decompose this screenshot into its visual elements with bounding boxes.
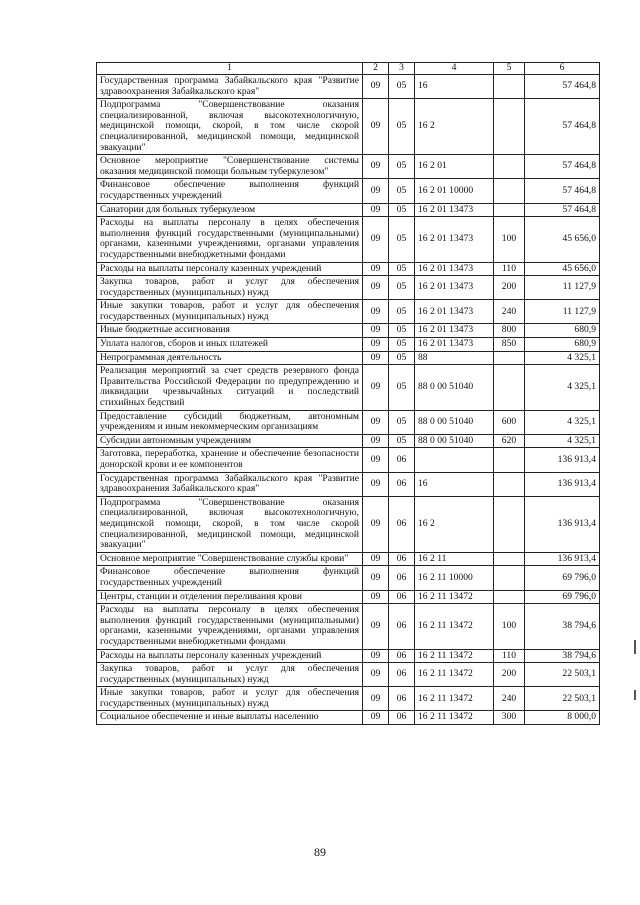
row-pr: 05: [389, 434, 415, 448]
row-pr: 05: [389, 262, 415, 276]
row-name: Основное мероприятие "Совершенствование службы крови": [97, 552, 363, 566]
row-name: Уплата налогов, сборов и иных платежей: [97, 338, 363, 352]
row-vr: 200: [494, 663, 525, 687]
row-pr: 05: [389, 99, 415, 155]
row-vr: [494, 566, 525, 590]
row-vr: 240: [494, 300, 525, 324]
row-name: Основное мероприятие "Совершенствование системы оказания медицинской помощи больным туберкулезом": [97, 155, 363, 179]
table-row: [97, 75, 600, 99]
row-vr: [494, 75, 525, 99]
row-vr: [494, 99, 525, 155]
row-csr: 88: [415, 351, 494, 365]
row-rz: 09: [363, 663, 389, 687]
table-row: [97, 324, 600, 338]
header-col-4: 4: [415, 63, 494, 75]
row-rz: 09: [363, 552, 389, 566]
row-pr: 06: [389, 448, 415, 472]
row-rz: 09: [363, 496, 389, 552]
row-pr: 05: [389, 179, 415, 203]
row-csr: 16 2 01 13473: [415, 262, 494, 276]
row-name: Реализация мероприятий за счет средств резервного фонда Правительства Российской Федерации по предупреждению и ликвидации чрезвычайных ситуаций и последствий стихийных бедствий: [97, 365, 363, 410]
row-rz: 09: [363, 217, 389, 262]
row-name: Расходы на выплаты персоналу казенных учреждений: [97, 649, 363, 663]
table-row: [97, 365, 600, 410]
row-name: Иные закупки товаров, работ и услуг для обеспечения государственных (муниципальных) нужд: [97, 687, 363, 711]
table-row: [97, 410, 600, 434]
row-vr: 240: [494, 687, 525, 711]
row-rz: 09: [363, 604, 389, 649]
row-csr: 16 2: [415, 496, 494, 552]
row-name: Субсидии автономным учреждениям: [97, 434, 363, 448]
row-name: Финансовое обеспечение выполнения функций государственных учреждений: [97, 566, 363, 590]
row-rz: 09: [363, 566, 389, 590]
header-col-1: 1: [97, 63, 363, 75]
row-csr: 16: [415, 75, 494, 99]
row-vr: [494, 448, 525, 472]
row-sum: 57 464,8: [525, 99, 600, 155]
row-csr: 16 2 11: [415, 552, 494, 566]
table-row: [97, 590, 600, 604]
row-vr: [494, 203, 525, 217]
row-sum: 38 794,6: [525, 649, 600, 663]
row-csr: 16 2 11 13472: [415, 711, 494, 725]
table-row: [97, 552, 600, 566]
row-csr: 16 2 01 13473: [415, 203, 494, 217]
row-vr: [494, 472, 525, 496]
table-row: [97, 711, 600, 725]
row-csr: 16 2 01 13473: [415, 300, 494, 324]
row-vr: [494, 365, 525, 410]
table-header: [97, 63, 600, 75]
row-csr: 88 0 00 51040: [415, 434, 494, 448]
table-row: [97, 663, 600, 687]
scan-speck: [634, 690, 636, 700]
table-row: [97, 262, 600, 276]
row-csr: 16 2: [415, 99, 494, 155]
row-pr: 05: [389, 75, 415, 99]
row-vr: 100: [494, 217, 525, 262]
row-csr: 16 2 01: [415, 155, 494, 179]
row-sum: 136 913,4: [525, 448, 600, 472]
row-csr: 16: [415, 472, 494, 496]
row-name: Государственная программа Забайкальского края "Развитие здравоохранения Забайкальского края": [97, 75, 363, 99]
row-vr: 620: [494, 434, 525, 448]
row-sum: 57 464,8: [525, 155, 600, 179]
row-rz: 09: [363, 434, 389, 448]
row-sum: 8 000,0: [525, 711, 600, 725]
row-name: Государственная программа Забайкальского края "Развитие здравоохранения Забайкальского края": [97, 472, 363, 496]
table-row: [97, 217, 600, 262]
row-name: Непрограммная деятельность: [97, 351, 363, 365]
table-row: [97, 604, 600, 649]
row-sum: 11 127,9: [525, 300, 600, 324]
row-sum: 680,9: [525, 324, 600, 338]
table-row: [97, 687, 600, 711]
row-rz: 09: [363, 75, 389, 99]
row-vr: [494, 552, 525, 566]
row-vr: [494, 155, 525, 179]
row-csr: 16 2 11 13472: [415, 687, 494, 711]
row-vr: 300: [494, 711, 525, 725]
row-vr: 600: [494, 410, 525, 434]
row-pr: 06: [389, 687, 415, 711]
row-vr: 800: [494, 324, 525, 338]
row-csr: 16 2 01 13473: [415, 217, 494, 262]
row-csr: 16 2 01 10000: [415, 179, 494, 203]
row-name: Заготовка, переработка, хранение и обеспечение безопасности донорской крови и ее компонентов: [97, 448, 363, 472]
row-name: Подпрограмма "Совершенствование оказания специализированной, включая высокотехнологичную, медицинской помощи, скорой, в том числе скорой специализированной, медицинской помощи, медицинской эвакуации": [97, 99, 363, 155]
header-col-3: 3: [389, 63, 415, 75]
row-name: Иные бюджетные ассигнования: [97, 324, 363, 338]
row-vr: [494, 496, 525, 552]
budget-table: [96, 62, 600, 725]
row-sum: 69 796,0: [525, 566, 600, 590]
row-pr: 06: [389, 590, 415, 604]
row-rz: 09: [363, 472, 389, 496]
row-csr: 16 2 11 13472: [415, 590, 494, 604]
row-sum: 45 656,0: [525, 262, 600, 276]
row-name: Закупка товаров, работ и услуг для обеспечения государственных (муниципальных) нужд: [97, 663, 363, 687]
row-csr: 88 0 00 51040: [415, 365, 494, 410]
row-vr: 100: [494, 604, 525, 649]
row-pr: 06: [389, 604, 415, 649]
row-pr: 06: [389, 552, 415, 566]
row-rz: 09: [363, 324, 389, 338]
row-sum: 69 796,0: [525, 590, 600, 604]
row-sum: 4 325,1: [525, 434, 600, 448]
row-name: Иные закупки товаров, работ и услуг для обеспечения государственных (муниципальных) нужд: [97, 300, 363, 324]
table-row: [97, 351, 600, 365]
row-rz: 09: [363, 300, 389, 324]
row-sum: 57 464,8: [525, 203, 600, 217]
row-name: Центры, станции и отделения переливания крови: [97, 590, 363, 604]
row-vr: [494, 179, 525, 203]
row-sum: 38 794,6: [525, 604, 600, 649]
row-rz: 09: [363, 155, 389, 179]
row-sum: 22 503,1: [525, 663, 600, 687]
row-rz: 09: [363, 448, 389, 472]
row-csr: 16 2 11 13472: [415, 649, 494, 663]
row-pr: 05: [389, 155, 415, 179]
row-sum: 57 464,8: [525, 75, 600, 99]
row-pr: 06: [389, 663, 415, 687]
row-rz: 09: [363, 410, 389, 434]
table-row: [97, 434, 600, 448]
row-pr: 06: [389, 496, 415, 552]
row-rz: 09: [363, 351, 389, 365]
row-name: Предоставление субсидий бюджетным, автономным учреждениям и иным некоммерческим организациям: [97, 410, 363, 434]
table-row: [97, 496, 600, 552]
row-sum: 22 503,1: [525, 687, 600, 711]
row-sum: 680,9: [525, 338, 600, 352]
row-rz: 09: [363, 711, 389, 725]
table-row: [97, 300, 600, 324]
table-row: [97, 566, 600, 590]
row-rz: 09: [363, 179, 389, 203]
row-pr: 05: [389, 203, 415, 217]
row-csr: 16 2 01 13473: [415, 324, 494, 338]
row-sum: 4 325,1: [525, 365, 600, 410]
scan-speck: [634, 640, 636, 654]
row-rz: 09: [363, 338, 389, 352]
header-col-6: 6: [525, 63, 600, 75]
row-name: Расходы на выплаты персоналу в целях обеспечения выполнения функций государственными (муниципальными) органами, казенными учреждениями, органами управления государственными внебюджетными фондами: [97, 217, 363, 262]
row-pr: 05: [389, 365, 415, 410]
row-name: Финансовое обеспечение выполнения функций государственных учреждений: [97, 179, 363, 203]
row-vr: 110: [494, 649, 525, 663]
table-row: [97, 276, 600, 300]
row-rz: 09: [363, 276, 389, 300]
header-col-5: 5: [494, 63, 525, 75]
row-csr: 16 2 01 13473: [415, 338, 494, 352]
row-rz: 09: [363, 99, 389, 155]
table-row: [97, 155, 600, 179]
table-row: [97, 338, 600, 352]
row-rz: 09: [363, 203, 389, 217]
row-pr: 05: [389, 338, 415, 352]
table-row: [97, 448, 600, 472]
row-rz: 09: [363, 262, 389, 276]
row-pr: 06: [389, 711, 415, 725]
row-name: Социальное обеспечение и иные выплаты населению: [97, 711, 363, 725]
row-csr: 16 2 01 13473: [415, 276, 494, 300]
header-row: [97, 63, 600, 75]
table-row: [97, 179, 600, 203]
row-sum: 136 913,4: [525, 472, 600, 496]
row-rz: 09: [363, 687, 389, 711]
table-body: [97, 75, 600, 725]
row-name: Подпрограмма "Совершенствование оказания специализированной, включая высокотехнологичную, медицинской помощи, скорой, в том числе скорой специализированной, медицинской помощи, медицинской эвакуации": [97, 496, 363, 552]
header-col-2: 2: [363, 63, 389, 75]
row-csr: 16 2 11 13472: [415, 604, 494, 649]
row-vr: [494, 590, 525, 604]
row-csr: 88 0 00 51040: [415, 410, 494, 434]
row-pr: 06: [389, 649, 415, 663]
row-vr: [494, 351, 525, 365]
row-sum: 136 913,4: [525, 496, 600, 552]
row-sum: 57 464,8: [525, 179, 600, 203]
row-pr: 05: [389, 300, 415, 324]
row-csr: 16 2 11 10000: [415, 566, 494, 590]
row-rz: 09: [363, 649, 389, 663]
row-vr: 200: [494, 276, 525, 300]
table-row: [97, 99, 600, 155]
row-csr: 16 2 11 13472: [415, 663, 494, 687]
row-csr: [415, 448, 494, 472]
table-row: [97, 472, 600, 496]
row-vr: 850: [494, 338, 525, 352]
row-pr: 05: [389, 410, 415, 434]
row-sum: 136 913,4: [525, 552, 600, 566]
row-pr: 06: [389, 566, 415, 590]
row-vr: 110: [494, 262, 525, 276]
row-sum: 4 325,1: [525, 351, 600, 365]
row-sum: 11 127,9: [525, 276, 600, 300]
row-name: Санатории для больных туберкулезом: [97, 203, 363, 217]
row-pr: 05: [389, 351, 415, 365]
row-name: Расходы на выплаты персоналу в целях обеспечения выполнения функций государственными (муниципальными) органами, казенными учреждениями, органами управления государственными внебюджетными фондами: [97, 604, 363, 649]
row-sum: 45 656,0: [525, 217, 600, 262]
page-number: 89: [314, 845, 326, 859]
row-pr: 05: [389, 324, 415, 338]
row-sum: 4 325,1: [525, 410, 600, 434]
row-rz: 09: [363, 590, 389, 604]
row-pr: 05: [389, 276, 415, 300]
table-row: [97, 649, 600, 663]
table-row: [97, 203, 600, 217]
row-pr: 06: [389, 472, 415, 496]
row-pr: 05: [389, 217, 415, 262]
row-rz: 09: [363, 365, 389, 410]
row-name: Расходы на выплаты персоналу казенных учреждений: [97, 262, 363, 276]
row-name: Закупка товаров, работ и услуг для обеспечения государственных (муниципальных) нужд: [97, 276, 363, 300]
